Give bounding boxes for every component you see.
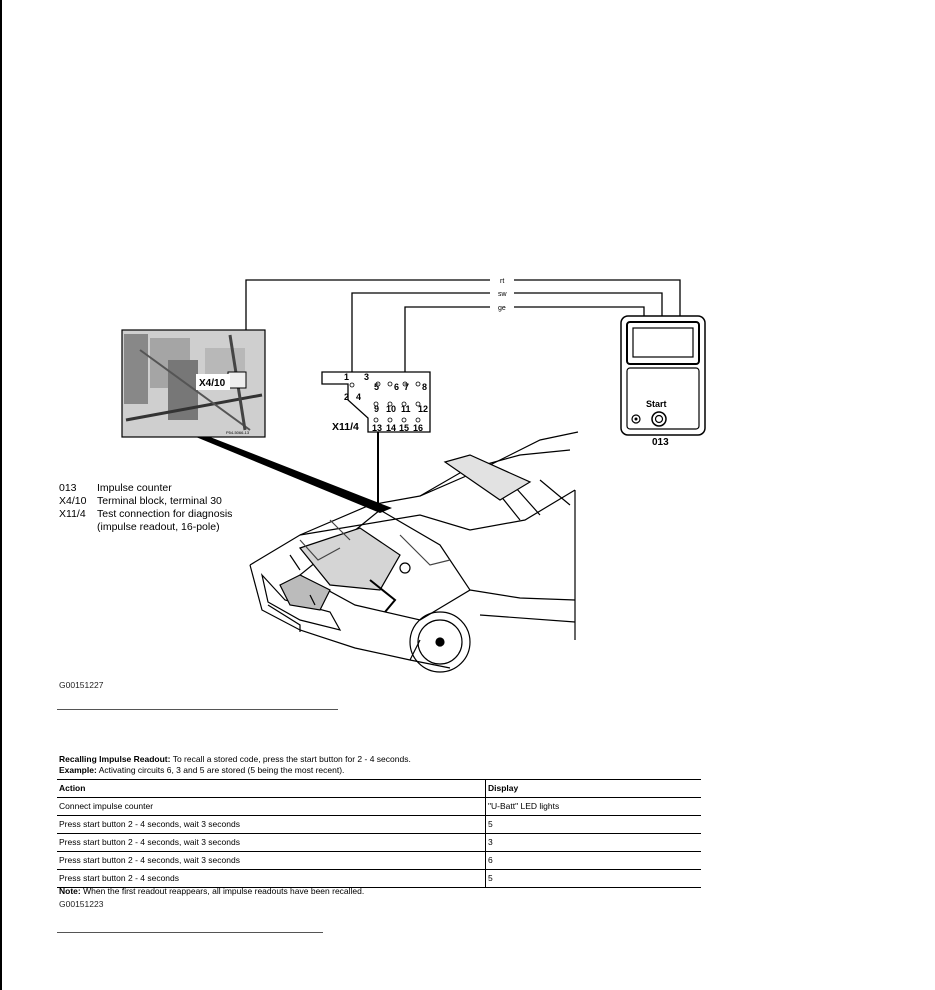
legend: [59, 482, 232, 534]
legend-text: Test connection for diagnosis: [97, 508, 233, 520]
svg-text:7: 7: [404, 382, 410, 392]
svg-text:9: 9: [374, 404, 380, 414]
wire-label-rt: rt: [500, 278, 505, 285]
recall-instruction: To recall a stored code, press the start button for 2 - 4 seconds.: [172, 754, 411, 764]
wire-label-sw: sw: [498, 291, 507, 298]
svg-text:5: 5: [374, 382, 380, 392]
example-label: Example:: [59, 765, 97, 775]
wires: [246, 280, 680, 372]
recall-instructions: [59, 754, 411, 776]
svg-text:13: 13: [372, 423, 383, 433]
table-row: [57, 852, 701, 870]
svg-text:1: 1: [344, 372, 350, 382]
action-cell: Press start button 2 - 4 seconds, wait 3 seconds: [57, 852, 486, 870]
display-cell: 3: [486, 834, 702, 852]
wire-label-ge: ge: [498, 305, 506, 312]
table-row: [57, 834, 701, 852]
divider-2: [57, 932, 323, 933]
note-text: When the first readout reappears, all impulse readouts have been recalled.: [83, 886, 365, 896]
figure-id-2: G00151223: [59, 899, 104, 909]
svg-text:11: 11: [401, 404, 411, 414]
start-button-label: Start: [646, 399, 667, 409]
car-illustration: [250, 432, 578, 672]
svg-text:16: 16: [413, 423, 424, 433]
legend-code: X11/4: [59, 508, 86, 520]
table-header-row: [57, 780, 701, 798]
legend-code: X4/10: [59, 495, 87, 507]
legend-item: [59, 482, 232, 495]
legend-item: [59, 495, 232, 508]
table-row: [57, 870, 701, 888]
impulse-readout-table: [57, 779, 701, 888]
svg-text:14: 14: [386, 423, 397, 433]
svg-text:2: 2: [344, 392, 350, 402]
x4-10-callout: X4/10: [199, 378, 226, 389]
display-cell: 5: [486, 870, 702, 888]
photo-caption: P54-5066-13: [226, 430, 250, 435]
svg-text:10: 10: [386, 404, 397, 414]
impulse-counter: [621, 316, 705, 448]
column-header-action: Action: [57, 780, 486, 798]
legend-text: (impulse readout, 16-pole): [97, 521, 220, 533]
legend-item: [59, 521, 232, 534]
svg-text:3: 3: [364, 372, 370, 382]
legend-item: [59, 508, 232, 521]
action-cell: Press start button 2 - 4 seconds, wait 3 seconds: [57, 834, 486, 852]
example-text: Activating circuits 6, 3 and 5 are stored (5 being the most recent).: [98, 765, 345, 775]
display-cell: 5: [486, 816, 702, 834]
svg-text:12: 12: [418, 404, 429, 414]
counter-label: 013: [652, 437, 669, 448]
table-row: [57, 816, 701, 834]
display-cell: "U-Batt" LED lights: [486, 798, 702, 816]
svg-text:15: 15: [399, 423, 410, 433]
action-cell: Press start button 2 - 4 seconds, wait 3 seconds: [57, 816, 486, 834]
note-label: Note:: [59, 886, 81, 896]
legend-code: [59, 521, 97, 534]
column-header-display: Display: [486, 780, 702, 798]
svg-text:4: 4: [356, 392, 362, 402]
svg-text:6: 6: [394, 382, 400, 392]
divider: [57, 709, 338, 710]
note: [59, 886, 364, 897]
legend-text: Terminal block, terminal 30: [97, 495, 222, 507]
svg-text:8: 8: [422, 382, 428, 392]
legend-code: 013: [59, 482, 77, 494]
engine-bay-photo: [122, 330, 265, 437]
display-cell: 6: [486, 852, 702, 870]
legend-text: Impulse counter: [97, 482, 172, 494]
figure-id: G00151227: [59, 680, 104, 690]
table-row: [57, 798, 701, 816]
x11-4-label: X11/4: [332, 421, 359, 433]
action-cell: Press start button 2 - 4 seconds: [57, 870, 486, 888]
action-cell: Connect impulse counter: [57, 798, 486, 816]
recall-heading: Recalling Impulse Readout:: [59, 754, 171, 764]
